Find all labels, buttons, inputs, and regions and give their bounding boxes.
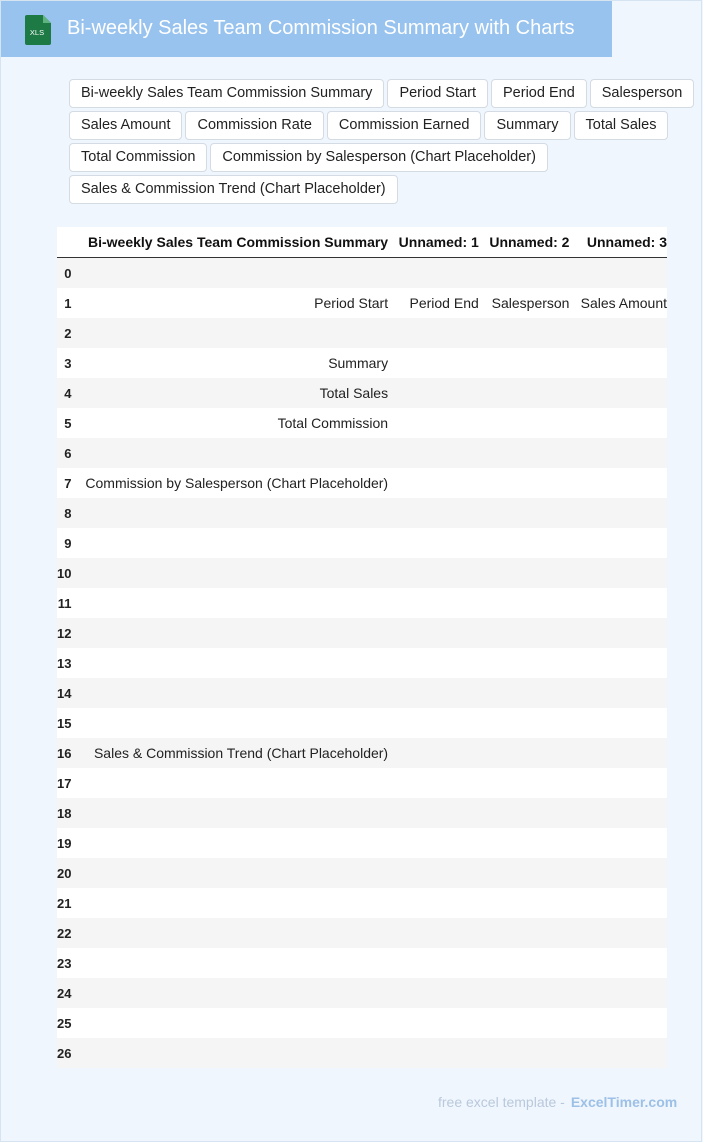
table-cell[interactable] <box>569 468 667 498</box>
table-cell[interactable] <box>569 588 667 618</box>
table-row <box>57 378 667 408</box>
table-cell[interactable] <box>479 888 570 918</box>
table-cell[interactable] <box>71 768 388 798</box>
table-row <box>57 918 667 948</box>
table-cell[interactable] <box>569 1038 667 1068</box>
table-cell[interactable] <box>388 738 479 768</box>
table-cell[interactable] <box>71 258 388 289</box>
table-row <box>57 1038 667 1068</box>
table-cell[interactable]: Period Start <box>71 288 388 318</box>
table-cell[interactable] <box>388 828 479 858</box>
row-index: 10 <box>57 558 71 588</box>
table-row <box>57 498 667 528</box>
table-cell[interactable] <box>479 1038 570 1068</box>
table-cell[interactable] <box>479 828 570 858</box>
row-index: 2 <box>57 318 71 348</box>
footer-brand-link[interactable]: ExcelTimer.com <box>570 1094 678 1110</box>
footer-prefix: free excel template - <box>438 1094 565 1110</box>
page-header <box>1 1 612 57</box>
column-header[interactable]: Bi-weekly Sales Team Commission Summary <box>71 227 388 258</box>
table-cell[interactable] <box>71 708 388 738</box>
table-cell[interactable] <box>479 738 570 768</box>
table-cell[interactable] <box>71 498 388 528</box>
table-cell[interactable] <box>388 678 479 708</box>
table-row <box>57 768 667 798</box>
row-index: 6 <box>57 438 71 468</box>
table-cell[interactable] <box>388 978 479 1008</box>
column-chip[interactable]: Commission Rate <box>185 111 323 140</box>
table-cell[interactable]: Commission by Salesperson (Chart Placeholder) <box>71 468 388 498</box>
row-index: 14 <box>57 678 71 708</box>
table-cell[interactable] <box>388 318 479 348</box>
table-row <box>57 528 667 558</box>
table-cell[interactable] <box>388 918 479 948</box>
table-cell[interactable] <box>569 378 667 408</box>
table-cell[interactable] <box>479 438 570 468</box>
table-row <box>57 318 667 348</box>
table-cell[interactable] <box>569 408 667 438</box>
table-cell[interactable] <box>71 558 388 588</box>
xls-file-icon <box>23 15 51 45</box>
table-row <box>57 408 667 438</box>
table-cell[interactable] <box>388 648 479 678</box>
column-chip-list <box>69 79 703 204</box>
column-header[interactable]: Unnamed: 3 <box>569 227 667 258</box>
table-cell[interactable] <box>388 468 479 498</box>
table-cell[interactable] <box>479 948 570 978</box>
table-cell[interactable] <box>388 558 479 588</box>
table-cell[interactable] <box>388 1008 479 1038</box>
table-cell[interactable] <box>569 888 667 918</box>
table-cell[interactable] <box>71 858 388 888</box>
row-index: 22 <box>57 918 71 948</box>
column-chip[interactable]: Sales Amount <box>69 111 182 140</box>
table-cell[interactable] <box>71 438 388 468</box>
row-index: 12 <box>57 618 71 648</box>
row-index: 16 <box>57 738 71 768</box>
table-cell[interactable] <box>71 678 388 708</box>
table-cell[interactable] <box>71 888 388 918</box>
row-index: 1 <box>57 288 71 318</box>
table-cell[interactable] <box>71 918 388 948</box>
row-index: 24 <box>57 978 71 1008</box>
table-cell[interactable] <box>479 1008 570 1038</box>
row-index: 25 <box>57 1008 71 1038</box>
table-cell[interactable] <box>569 918 667 948</box>
row-index: 20 <box>57 858 71 888</box>
table-cell[interactable] <box>479 348 570 378</box>
table-cell[interactable] <box>569 1008 667 1038</box>
column-chip[interactable]: Sales & Commission Trend (Chart Placeholder) <box>69 175 398 204</box>
table-cell[interactable] <box>388 708 479 738</box>
table-cell[interactable] <box>479 498 570 528</box>
column-chip[interactable]: Total Commission <box>69 143 207 172</box>
table-row <box>57 558 667 588</box>
table-cell[interactable] <box>388 888 479 918</box>
table-cell[interactable] <box>569 678 667 708</box>
row-index: 23 <box>57 948 71 978</box>
table-cell[interactable] <box>479 798 570 828</box>
table-cell[interactable] <box>569 648 667 678</box>
row-index: 21 <box>57 888 71 918</box>
row-index: 7 <box>57 468 71 498</box>
table-cell[interactable] <box>479 588 570 618</box>
table-cell[interactable] <box>71 798 388 828</box>
table-cell[interactable] <box>71 528 388 558</box>
footer-credit <box>438 1094 677 1110</box>
table-row <box>57 618 667 648</box>
table-cell[interactable] <box>479 858 570 888</box>
column-header[interactable]: Unnamed: 1 <box>388 227 479 258</box>
data-table <box>57 227 667 1068</box>
row-index: 9 <box>57 528 71 558</box>
table-cell[interactable] <box>388 948 479 978</box>
table-cell[interactable] <box>388 438 479 468</box>
table-cell[interactable] <box>479 318 570 348</box>
table-row <box>57 798 667 828</box>
page-title: Bi-weekly Sales Team Commission Summary with Charts <box>67 17 575 39</box>
table-row <box>57 468 667 498</box>
table-cell[interactable] <box>388 618 479 648</box>
table-row <box>57 978 667 1008</box>
table-cell[interactable] <box>569 708 667 738</box>
table-cell[interactable] <box>388 768 479 798</box>
table-cell[interactable] <box>71 588 388 618</box>
table-cell[interactable] <box>569 558 667 588</box>
table-cell[interactable] <box>479 708 570 738</box>
table-row <box>57 438 667 468</box>
table-cell[interactable] <box>569 618 667 648</box>
table-cell[interactable] <box>569 948 667 978</box>
column-header[interactable]: Unnamed: 2 <box>479 227 570 258</box>
row-index: 18 <box>57 798 71 828</box>
table-cell[interactable] <box>71 1038 388 1068</box>
row-index: 26 <box>57 1038 71 1068</box>
table-cell[interactable] <box>71 948 388 978</box>
table-cell[interactable] <box>569 528 667 558</box>
table-cell[interactable] <box>388 798 479 828</box>
table-cell[interactable] <box>569 498 667 528</box>
table-cell[interactable] <box>388 408 479 438</box>
table-cell[interactable] <box>479 978 570 1008</box>
table-cell[interactable] <box>388 1038 479 1068</box>
row-index: 4 <box>57 378 71 408</box>
table-cell[interactable] <box>388 498 479 528</box>
table-cell[interactable] <box>479 378 570 408</box>
column-chip[interactable]: Salesperson <box>590 79 695 108</box>
row-index: 5 <box>57 408 71 438</box>
table-row <box>57 828 667 858</box>
table-cell[interactable] <box>71 318 388 348</box>
row-index: 13 <box>57 648 71 678</box>
table-cell[interactable] <box>479 468 570 498</box>
row-index: 17 <box>57 768 71 798</box>
table-cell[interactable] <box>569 768 667 798</box>
column-chip[interactable]: Commission by Salesperson (Chart Placeholder) <box>210 143 548 172</box>
table-cell[interactable]: Salesperson <box>479 288 570 318</box>
table-row <box>57 888 667 918</box>
table-cell[interactable] <box>71 1008 388 1038</box>
table-cell[interactable]: Sales Amount <box>569 288 667 318</box>
table-cell[interactable] <box>479 618 570 648</box>
table-row <box>57 738 667 768</box>
table-cell[interactable] <box>479 528 570 558</box>
table-cell[interactable] <box>569 858 667 888</box>
table-cell[interactable] <box>569 318 667 348</box>
table-cell[interactable] <box>569 438 667 468</box>
table-row <box>57 258 667 289</box>
table-cell[interactable] <box>479 258 570 289</box>
column-chip[interactable]: Period Start <box>387 79 488 108</box>
table-cell[interactable] <box>388 378 479 408</box>
table-row <box>57 348 667 378</box>
table-cell[interactable] <box>569 738 667 768</box>
table-cell[interactable] <box>388 258 479 289</box>
table-cell[interactable] <box>388 588 479 618</box>
table-cell[interactable] <box>479 648 570 678</box>
table-cell[interactable]: Total Commission <box>71 408 388 438</box>
table-cell[interactable] <box>479 768 570 798</box>
xls-icon-label: XLS <box>29 28 45 37</box>
table-cell[interactable]: Summary <box>71 348 388 378</box>
table-cell[interactable]: Period End <box>388 288 479 318</box>
table-cell[interactable] <box>71 828 388 858</box>
table-row <box>57 708 667 738</box>
table-cell[interactable] <box>71 978 388 1008</box>
table-cell[interactable] <box>569 348 667 378</box>
row-index: 0 <box>57 258 71 289</box>
index-header <box>57 227 71 258</box>
column-chip[interactable]: Summary <box>484 111 570 140</box>
row-index: 3 <box>57 348 71 378</box>
table-cell[interactable] <box>71 648 388 678</box>
data-table-viewport[interactable] <box>57 227 679 1068</box>
table-cell[interactable] <box>569 828 667 858</box>
table-cell[interactable] <box>569 978 667 1008</box>
table-cell[interactable] <box>479 918 570 948</box>
table-row <box>57 858 667 888</box>
table-cell[interactable] <box>388 858 479 888</box>
table-cell[interactable]: Sales & Commission Trend (Chart Placeholder) <box>71 738 388 768</box>
table-row <box>57 288 667 318</box>
table-row <box>57 678 667 708</box>
column-chip[interactable]: Period End <box>491 79 587 108</box>
row-index: 11 <box>57 588 71 618</box>
row-index: 8 <box>57 498 71 528</box>
table-cell[interactable]: Total Sales <box>71 378 388 408</box>
table-cell[interactable] <box>71 618 388 648</box>
column-chip[interactable]: Total Sales <box>574 111 669 140</box>
row-index: 19 <box>57 828 71 858</box>
table-cell[interactable] <box>569 258 667 289</box>
table-row <box>57 648 667 678</box>
column-chip[interactable]: Commission Earned <box>327 111 482 140</box>
column-chip[interactable]: Bi-weekly Sales Team Commission Summary <box>69 79 384 108</box>
table-row <box>57 948 667 978</box>
row-index: 15 <box>57 708 71 738</box>
table-cell[interactable] <box>569 798 667 828</box>
table-row <box>57 1008 667 1038</box>
table-cell[interactable] <box>479 678 570 708</box>
table-cell[interactable] <box>388 348 479 378</box>
table-cell[interactable] <box>479 408 570 438</box>
table-cell[interactable] <box>479 558 570 588</box>
table-cell[interactable] <box>388 528 479 558</box>
table-header-row <box>57 227 667 258</box>
table-row <box>57 588 667 618</box>
